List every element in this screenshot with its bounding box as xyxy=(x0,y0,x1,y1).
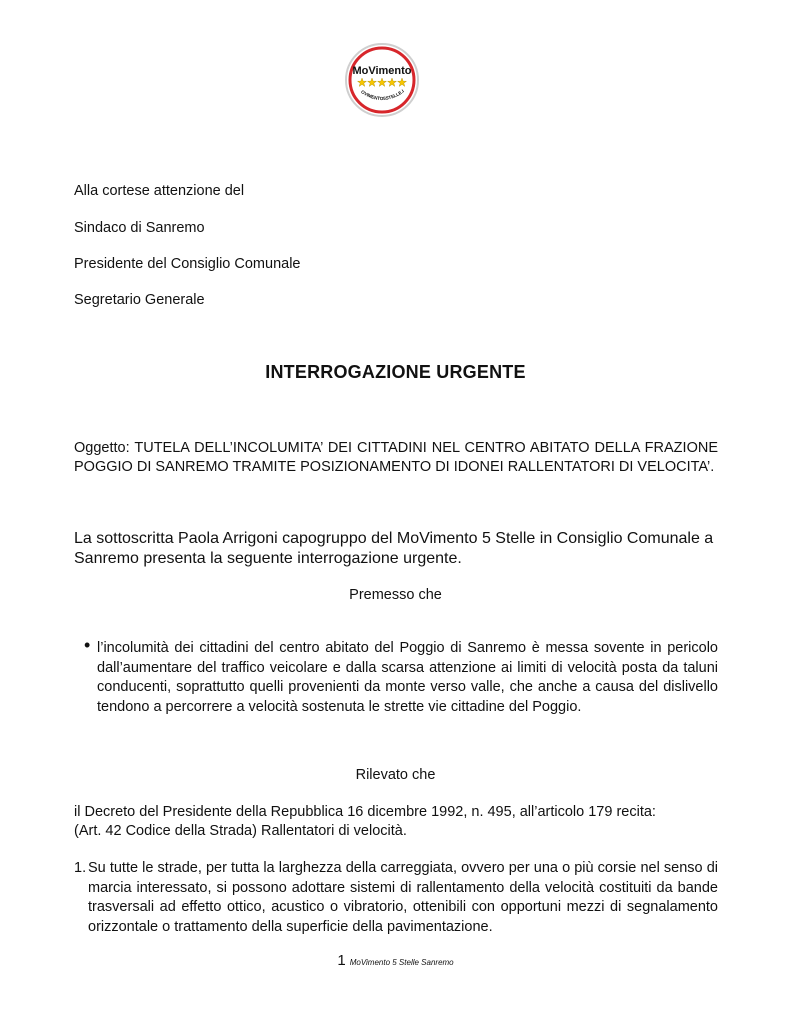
page-number: 1 xyxy=(337,952,346,969)
subject-paragraph: Oggetto: TUTELA DELL’INCOLUMITA’ DEI CITTADINI NEL CENTRO ABITATO DELLA FRAZIONE POGGIO DI SANREMO TRAMITE POSIZIONAMENTO DI IDONEI RALLENTATORI DI VELOCITA’. xyxy=(74,440,718,475)
intro-paragraph: La sottoscritta Paola Arrigoni capogruppo del MoVimento 5 Stelle in Consiglio Comunale a Sanremo presenta la seguente interrogazione urgente. xyxy=(74,530,714,567)
numbered-item-label: 1. xyxy=(74,860,87,876)
premesso-heading: Premesso che xyxy=(349,587,442,603)
decree-line-2: (Art. 42 Codice della Strada) Rallentatori di velocità. xyxy=(74,823,407,839)
recipient-line-1: Alla cortese attenzione del xyxy=(74,183,245,199)
decree-line-1: il Decreto del Presidente della Repubblica 16 dicembre 1992, n. 495, all’articolo 179 recita: xyxy=(74,804,656,820)
footer-text: MoVimento 5 Stelle Sanremo xyxy=(349,958,454,967)
logo-text-top: MoVimento xyxy=(352,65,412,77)
recipient-line-3: Presidente del Consiglio Comunale xyxy=(74,256,301,272)
recipient-line-2: Sindaco di Sanremo xyxy=(74,220,205,236)
document-title: INTERROGAZIONE URGENTE xyxy=(265,362,526,382)
numbered-item-1 xyxy=(74,859,718,937)
numbered-item-text: Su tutte le strade, per tutta la larghezza della carreggiata, ovvero per una o più corsie nel senso di marcia interessato, si possono adottare sistemi di rallentamento della velocità costituiti da bande trasversali ad effetto ottico, acustico o vibratorio, ottenibili con opportuni mezzi di segnalamento orizzontale o trattamento della superficie della pavimentazione. xyxy=(88,860,718,935)
logo-text-bottom: OVIMENTO5STELLE.I xyxy=(360,88,405,102)
bullet-icon: • xyxy=(84,635,91,655)
premesso-bullet-item xyxy=(84,635,718,717)
page-footer xyxy=(0,952,791,970)
premesso-bullet-text: l’incolumità dei cittadini del centro abitato del Poggio di Sanremo è messa sovente in pericolo dall’aumentare del traffico veicolare e dalla scarsa attenzione ai limiti di velocità posta da taluni conducenti, soprattutto quelli provenienti da monte verso valle, che anche a causa del dislivello tendono a percorrere a velocità sostenuta le strette vie cittadine del Poggio. xyxy=(97,640,718,715)
movimento-5-stelle-logo-icon xyxy=(344,42,420,118)
rilevato-heading: Rilevato che xyxy=(355,767,436,783)
movimento-logo xyxy=(344,42,420,118)
recipient-line-4: Segretario Generale xyxy=(74,292,205,308)
